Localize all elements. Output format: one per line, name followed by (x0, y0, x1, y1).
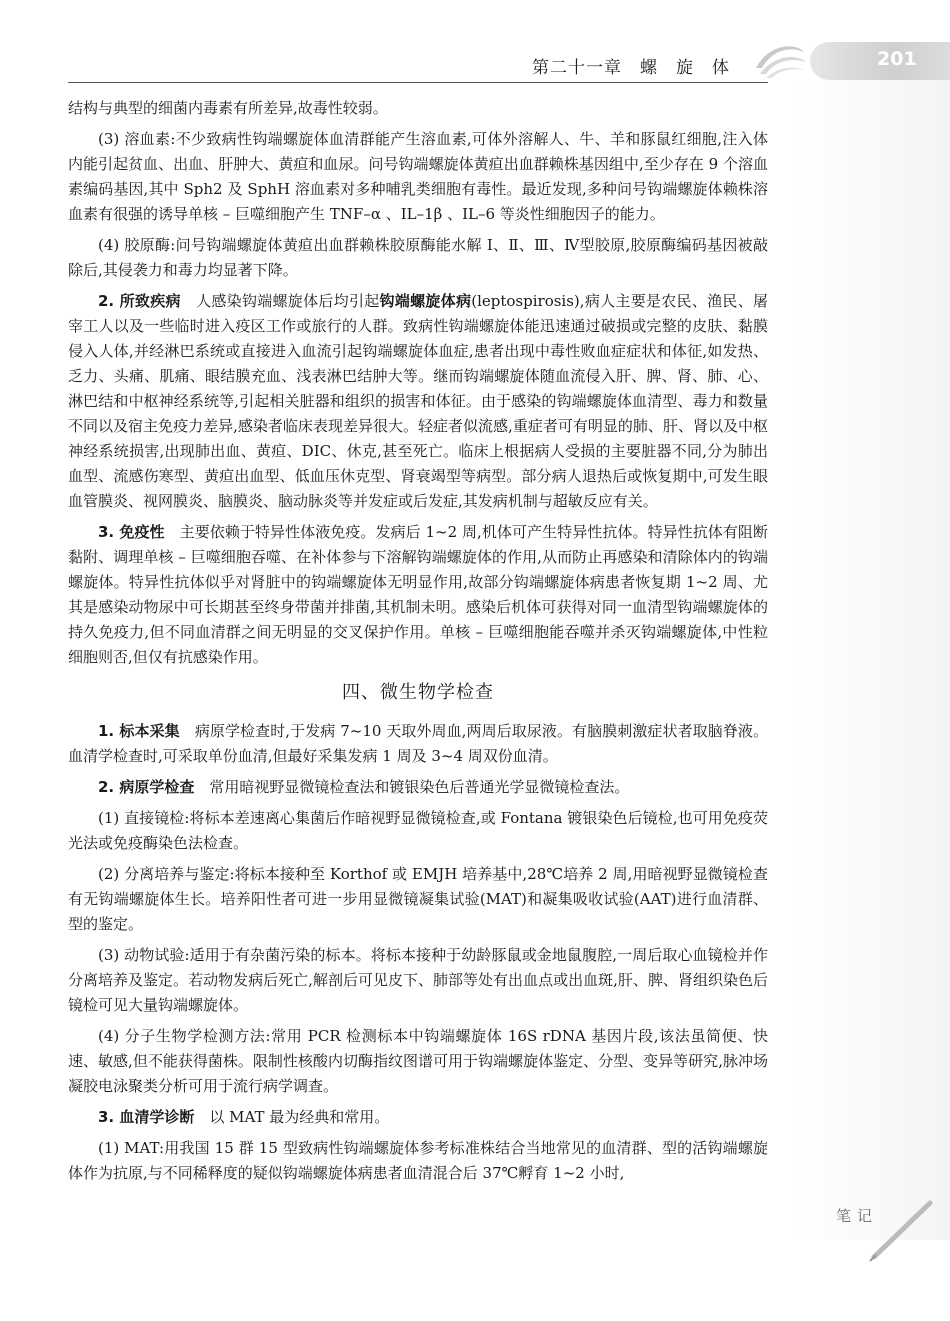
chapter-title: 第二十一章 螺 旋 体 (532, 58, 730, 78)
heading-serology: 3. 血清学诊断 (98, 1108, 195, 1126)
disease-term: 钩端螺旋体病 (379, 292, 472, 310)
paragraph-disease (68, 289, 768, 514)
paragraph-mat: (1) MAT:用我国 15 群 15 型致病性钩端螺旋体参考标准株结合当地常见的血清群、型的活钩端螺旋体作为抗原,与不同稀释度的疑似钩端螺旋体病患者血清混合后 37℃孵育 1~2 小时, (68, 1139, 768, 1182)
disease-text-b: (leptospirosis),病人主要是农民、渔民、屠宰工人以及一些临时进入疫区工作或旅行的人群。致病性钩端螺旋体能迅速通过破损或完整的皮肤、黏膜侵入人体,并经淋巴系统或直接进入血流引起钩端螺旋体血症,患者出现中毒性败血症症状和体征,如发热、乏力、头痛、肌痛、眼结膜充血、浅表淋巴结肿大等。继而钩端螺旋体随血流侵入肝、脾、肾、肺、心、淋巴结和中枢神经系统等,引起相关脏器和组织的损害和体征。由于感染的钩端螺旋体血清型、毒力和数量不同以及宿主免疫力差异,感染者临床表现差异很大。轻症者似流感,重症者可有明显的肺、肝、肾以及中枢神经系统损害,出现肺出血、黄疸、DIC、休克,甚至死亡。临床上根据病人受损的主要脏器不同,分为肺出血型、流感伤寒型、黄疸出血型、低血压休克型、肾衰竭型等病型。部分病人退热后或恢复期中,可发生眼血管膜炎、视网膜炎、脑膜炎、脑动脉炎等并发症或后发症,其发病机制与超敏反应有关。 (68, 292, 768, 510)
paragraph-animal-test: (3) 动物试验:适用于有杂菌污染的标本。将标本接种于幼龄豚鼠或金地鼠腹腔,一周后取心血镜检并作分离培养及鉴定。若动物发病后死亡,解剖后可见皮下、肺部等处有出血点或出血斑,肝、脾、肾组织染色后镜检可见大量钩端螺旋体。 (68, 946, 768, 1014)
paragraph-direct-microscopy: (1) 直接镜检:将标本差速离心集菌后作暗视野显微镜检查,或 Fontana 镀银染色后镜检,也可用免疫荧光法或免疫酶染色法检查。 (68, 809, 768, 852)
pathogen-text: 常用暗视野显微镜检查法和镀银染色后普通光学显微镜检查法。 (209, 778, 630, 796)
paragraph-pathogen (68, 775, 768, 800)
immunity-text: 主要依赖于特异性体液免疫。发病后 1~2 周,机体可产生特异性抗体。特异性抗体有阻断黏附、调理单核 – 巨噬细胞吞噬、在补体参与下溶解钩端螺旋体的作用,从而防止再感染和清除体内的钩端螺旋体。特异性抗体似乎对肾脏中的钩端螺旋体无明显作用,故部分钩端螺旋体病患者恢复期 1~2 周、尤其是感染动物尿中可长期甚至终身带菌并排菌,其机制未明。感染后机体可获得对同一血清型钩端螺旋体的持久免疫力,但不同血清群之间无明显的交叉保护作用。单核 – 巨噬细胞能吞噬并杀灭钩端螺旋体,中性粒细胞则否,但仅有抗感染作用。 (68, 523, 768, 666)
section-title: 四、微生物学检查 (342, 682, 494, 703)
heading-disease: 2. 所致疾病 (98, 292, 181, 310)
page-number: 201 (877, 48, 917, 70)
disease-text-a: 人感染钩端螺旋体后均引起 (196, 292, 380, 310)
heading-pathogen: 2. 病原学检查 (98, 778, 195, 796)
paragraph-culture: (2) 分离培养与鉴定:将标本接种至 Korthof 或 EMJH 培养基中,28℃培养 2 周,用暗视野显微镜检查有无钩端螺旋体生长。培养阳性者可进一步用显微镜凝集试验(MAT)和凝集吸收试验(AAT)进行血清群、型的鉴定。 (68, 865, 768, 933)
paragraph-continued: 结构与典型的细菌内毒素有所差异,故毒性较弱。 (68, 99, 388, 117)
paragraph-collagenase: (4) 胶原酶:问号钩端螺旋体黄疸出血群赖株胶原酶能水解 Ⅰ、Ⅱ、Ⅲ、Ⅳ型胶原,胶原酶编码基因被敲除后,其侵袭力和毒力均显著下降。 (68, 236, 768, 279)
chapter-logo-icon (750, 38, 810, 82)
paragraph-immunity (68, 520, 768, 670)
sampling-text: 病原学检查时,于发病 7~10 天取外周血,两周后取尿液。有脑膜刺激症状者取脑脊液。血清学检查时,可采取单份血清,但最好采集发病 1 周及 3~4 周双份血清。 (68, 722, 768, 765)
paragraph-sampling (68, 719, 768, 769)
page-body (68, 96, 768, 1186)
paragraph-molecular: (4) 分子生物学检测方法:常用 PCR 检测标本中钩端螺旋体 16S rDNA 基因片段,该法虽简便、快速、敏感,但不能获得菌株。限制性核酸内切酶指纹图谱可用于钩端螺旋体鉴定、分型、变异等研究,脉冲场凝胶电泳聚类分析可用于流行病学调查。 (68, 1027, 768, 1095)
serology-text: 以 MAT 最为经典和常用。 (209, 1108, 390, 1126)
paragraph-serology (68, 1105, 768, 1130)
notes-margin (790, 80, 950, 1240)
pen-icon (860, 1195, 940, 1265)
header-rule (68, 82, 768, 83)
heading-sampling: 1. 标本采集 (98, 722, 180, 740)
heading-immunity: 3. 免疫性 (98, 523, 165, 541)
paragraph-hemolysin: (3) 溶血素:不少致病性钩端螺旋体血清群能产生溶血素,可体外溶解人、牛、羊和豚鼠红细胞,注入体内能引起贫血、出血、肝肿大、黄疸和血尿。问号钩端螺旋体黄疸出血群赖株基因组中,至少存在 9 个溶血素编码基因,其中 Sph2 及 SphH 溶血素对多种哺乳类细胞有毒性。最近发现,多种问号钩端螺旋体赖株溶血素有很强的诱导单核 – 巨噬细胞产生 TNF–α 、IL–1β 、IL–6 等炎性细胞因子的能力。 (68, 130, 768, 223)
margin-note-label: 笔记 (836, 1207, 879, 1225)
